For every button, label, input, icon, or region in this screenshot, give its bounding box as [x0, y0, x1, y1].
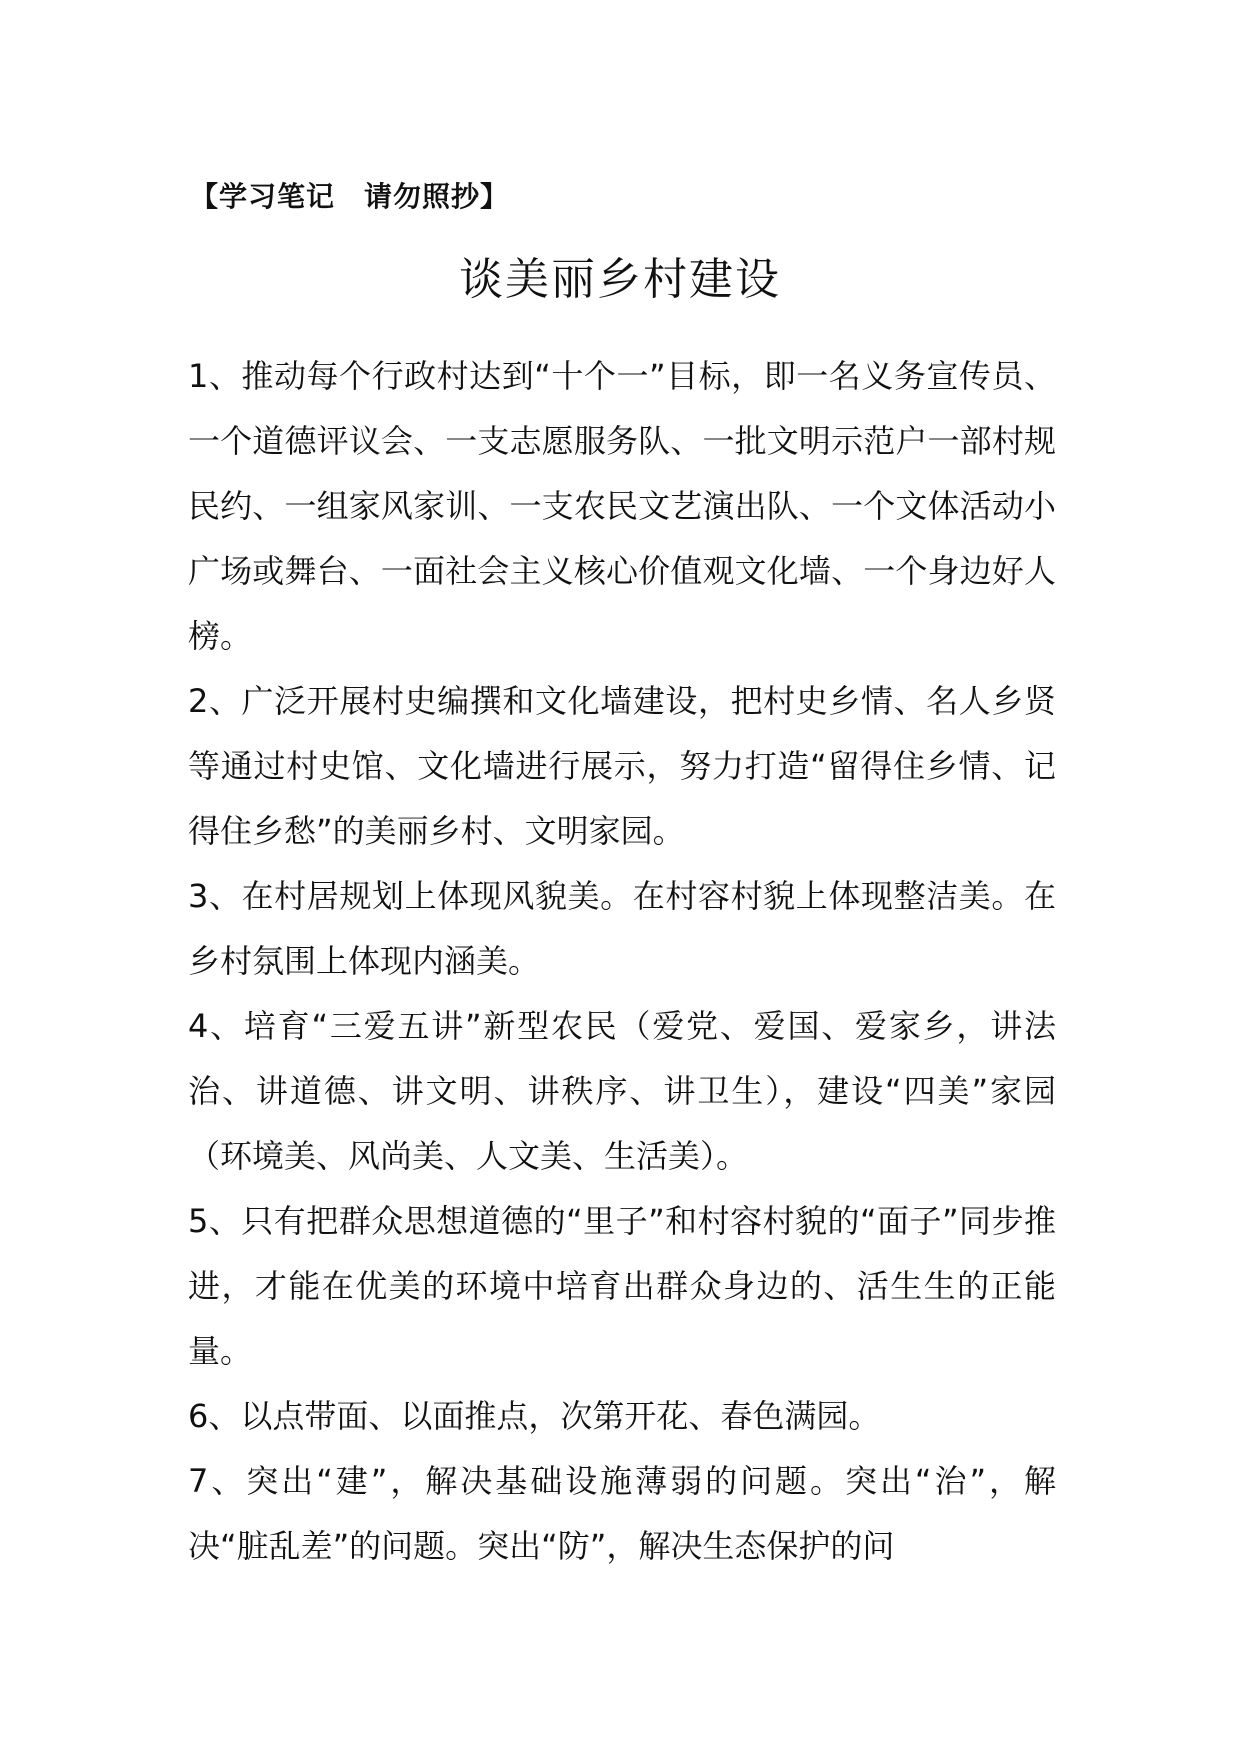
- paragraph-3: 3、在村居规划上体现风貌美。在村容村貌上体现整洁美。在乡村氛围上体现内涵美。: [188, 877, 1056, 980]
- paragraph-7: 7、突出“建”，解决基础设施薄弱的问题。突出“治”，解决“脏乱差”的问题。突出“防”，解决生态保护的问: [188, 1462, 1056, 1565]
- study-note-header: 【学习笔记 请勿照抄】: [190, 180, 510, 213]
- paragraph-4: 4、培育“三爱五讲”新型农民（爱党、爱国、爱家乡，讲法治、讲道德、讲文明、讲秩序、讲卫生），建设“四美”家园（环境美、风尚美、人文美、生活美）。: [188, 1007, 1056, 1175]
- paragraph-2: 2、广泛开展村史编撰和文化墙建设，把村史乡情、名人乡贤等通过村史馆、文化墙进行展示，努力打造“留得住乡情、记得住乡愁”的美丽乡村、文明家园。: [188, 682, 1056, 850]
- paragraph-6: 6、以点带面、以面推点，次第开花、春色满园。: [188, 1397, 881, 1435]
- paragraph-1: 1、推动每个行政村达到“十个一”目标，即一名义务宣传员、一个道德评议会、一支志愿服务队、一批文明示范户一部村规民约、一组家风家训、一支农民文艺演出队、一个文体活动小广场或舞台、一面社会主义核心价值观文化墙、一个身边好人榜。: [188, 357, 1056, 655]
- document-body: [188, 344, 1056, 1579]
- paragraph-5: 5、只有把群众思想道德的“里子”和村容村貌的“面子”同步推进，才能在优美的环境中培育出群众身边的、活生生的正能量。: [188, 1202, 1056, 1370]
- document-title: 谈美丽乡村建设: [459, 254, 781, 305]
